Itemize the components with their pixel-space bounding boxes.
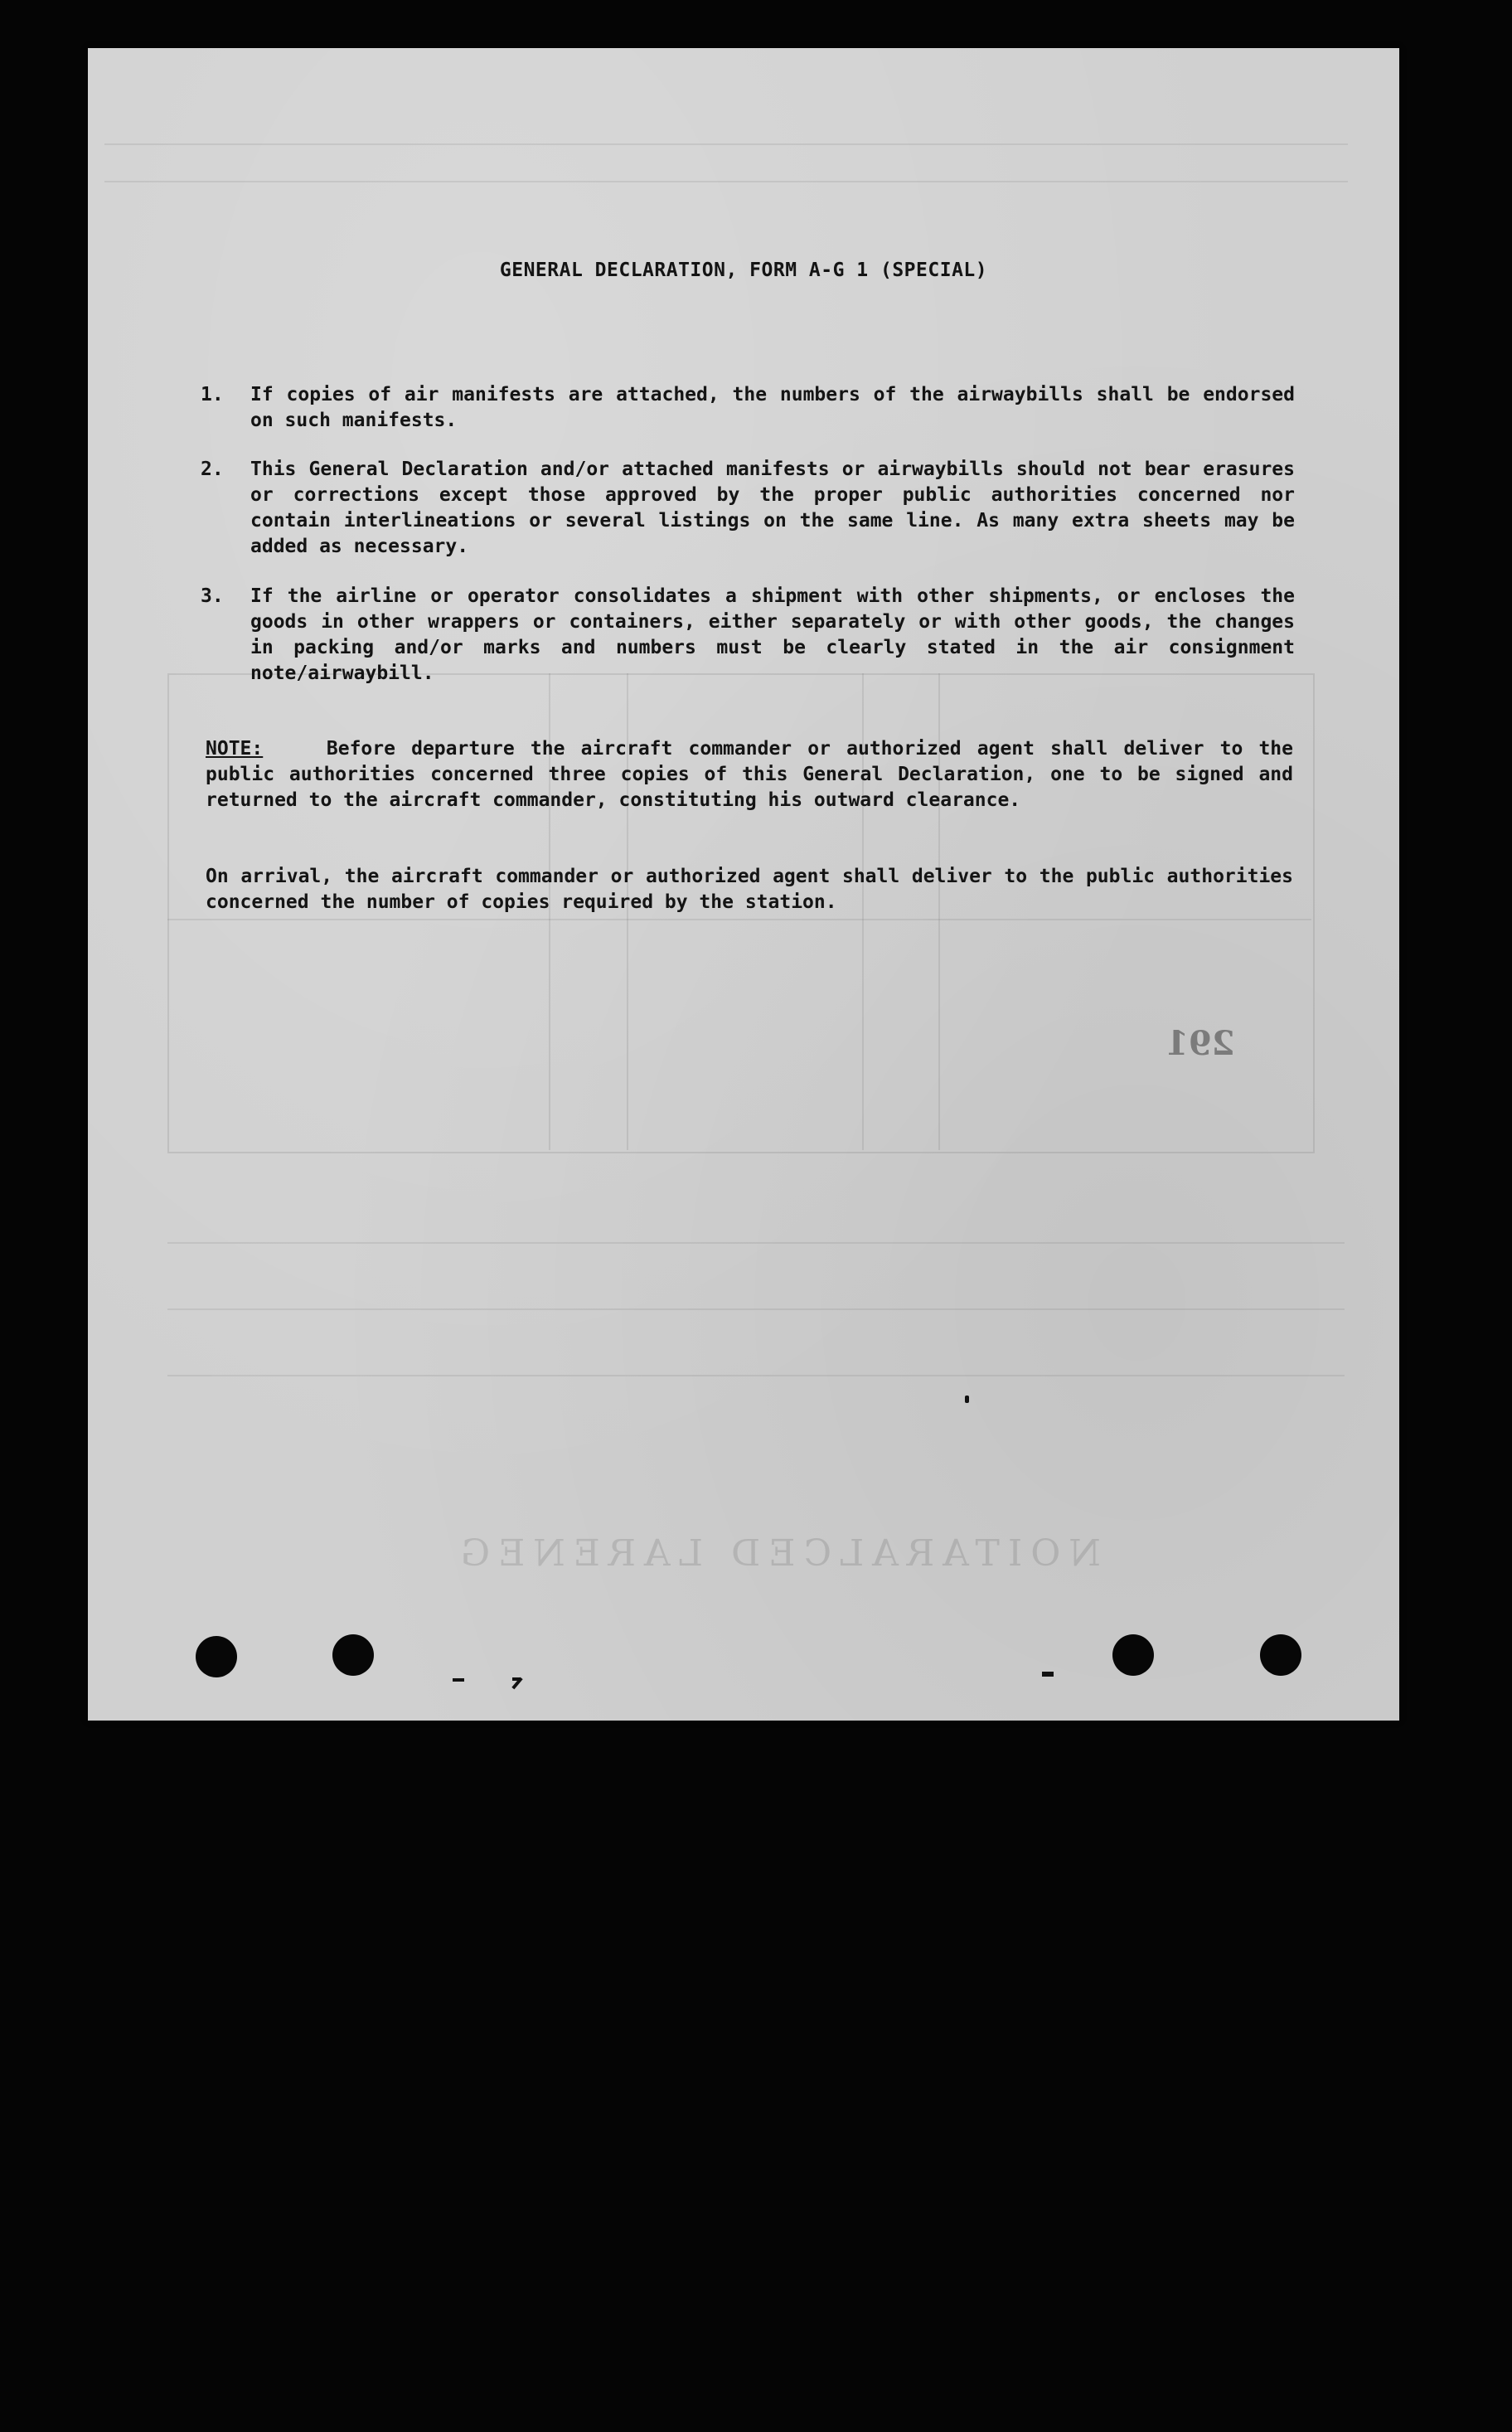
item-text: If copies of air manifests are attached, the numbers of the airwaybills shall be endorsed on such manifests. [250,384,1295,431]
arrival-paragraph: On arrival, the aircraft commander or authorized agent shall deliver to the public authorities concerned the number of copies required by the station. [206,866,1293,913]
punch-hole [196,1636,237,1677]
list-item [201,457,1295,561]
document-body [88,48,1399,1721]
note-text: Before departure the aircraft commander or authorized agent shall deliver to the public authorities concerned three copies of this General Declaration, one to be signed and returned to the aircraft commander, constituting his outward clearance. [206,738,1294,811]
punch-hole [332,1634,374,1676]
note-paragraph [206,736,1293,813]
item-number: 3. [201,585,224,607]
punch-hole [1112,1634,1154,1676]
list-item [201,382,1295,435]
note-label: NOTE: [206,738,264,760]
speck [965,1396,969,1403]
item-number: 1. [201,384,224,405]
item-text: This General Declaration and/or attached manifests or airwaybills should not bear erasures or corrections except those approved by the proper public authorities concerned nor contain interlineations or several listings on the same line. As many extra sheets may be added as necessary. [250,459,1295,557]
mirrored-stamp-number: 291 [1166,1024,1235,1063]
list-item [201,584,1295,688]
item-number: 2. [201,459,224,480]
bleed-heading: NOITARALCED LARENEG [453,1532,1101,1575]
page-title: GENERAL DECLARATION, FORM A-G 1 (SPECIAL) [499,260,988,281]
punch-hole [1260,1634,1301,1676]
speck [453,1678,464,1682]
speck [1042,1672,1054,1677]
document-sheet [88,48,1399,1721]
item-text: If the airline or operator consolidates a shipment with other shipments, or encloses the goods in other wrappers or containers, either separately or with other goods, the changes in packing and/or marks and numbers must be clearly stated in the air consignment note/airwaybill. [250,585,1295,684]
